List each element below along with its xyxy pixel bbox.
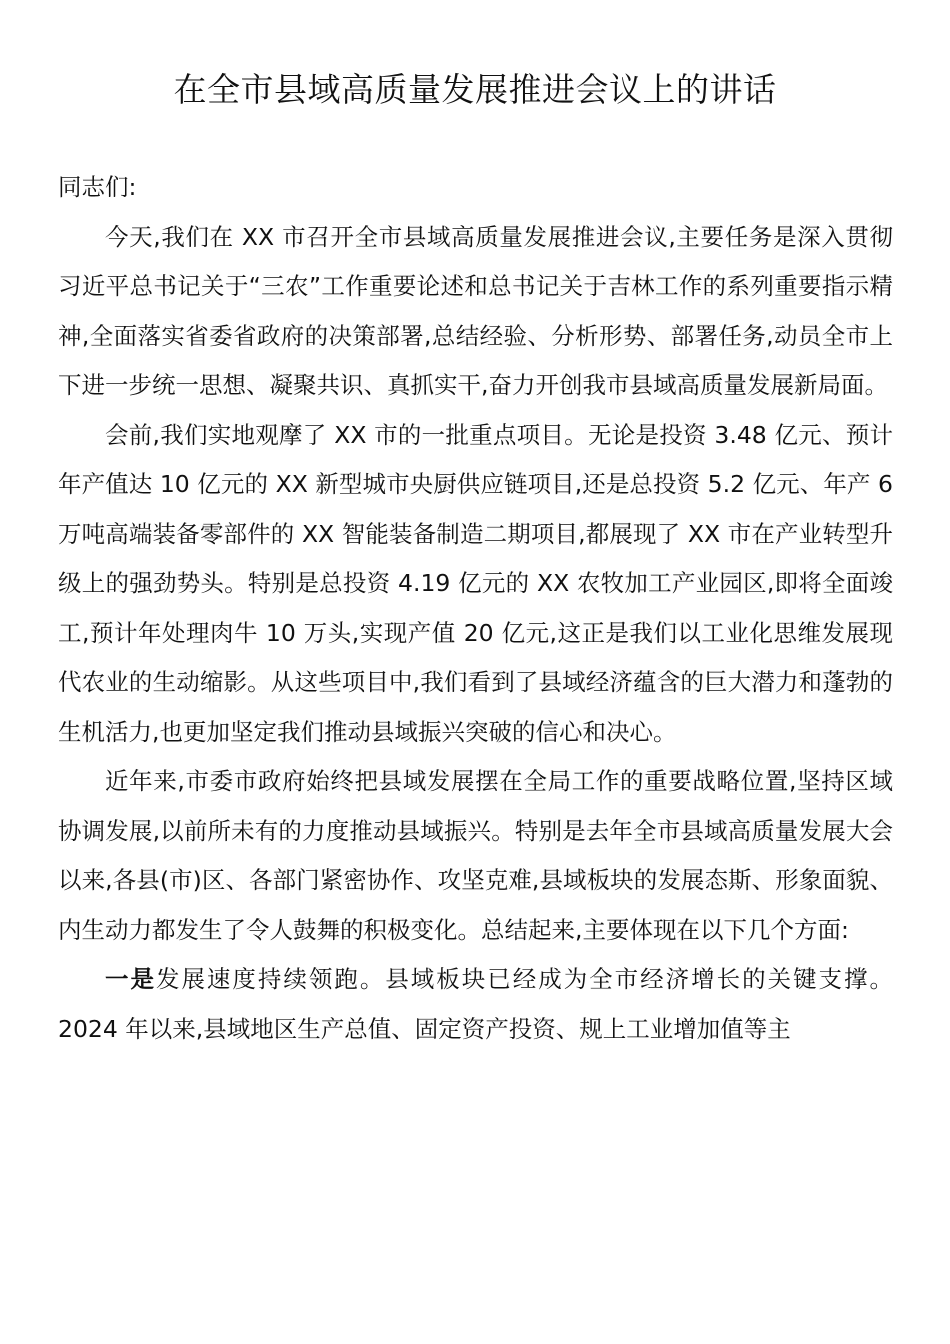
document-body <box>58 163 893 1054</box>
paragraph-point-one <box>58 955 893 1054</box>
paragraph-recent-progress: 近年来,市委市政府始终把县域发展摆在全局工作的重要战略位置,坚持区域协调发展,以前所未有的力度推动县域振兴。特别是去年全市县域高质量发展大会以来,各县(市)区、各部门紧密协作、攻坚克难,县域板块的发展态斯、形象面貌、内生动力都发生了令人鼓舞的积极变化。总结起来,主要体现在以下几个方面: <box>58 767 893 944</box>
point-one-lead: 一是 <box>105 965 156 993</box>
paragraph-opening: 今天,我们在 XX 市召开全市县域高质量发展推进会议,主要任务是深入贯彻习近平总书记关于“三农”工作重要论述和总书记关于吉林工作的系列重要指示精神,全面落实省委省政府的决策部署,总结经验、分析形势、部署任务,动员全市上下进一步统一思想、凝聚共识、真抓实干,奋力开创我市县域高质量发展新局面。 <box>58 222 893 399</box>
document-title: 在全市县域高质量发展推进会议上的讲话 <box>173 70 777 109</box>
point-one-text: 发展速度持续领跑。县域板块已经成为全市经济增长的关键支撑。2024 年以来,县域地区生产总值、固定资产投资、规上工业增加值等主 <box>58 965 894 1043</box>
paragraph-project-visit: 会前,我们实地观摩了 XX 市的一批重点项目。无论是投资 3.48 亿元、预计年产值达 10 亿元的 XX 新型城市央厨供应链项目,还是总投资 5.2 亿元、年产 6 万吨高端装备零部件的 XX 智能装备制造二期项目,都展现了 XX 市在产业转型升级上的强劲势头。特别是总投资 4.19 亿元的 XX 农牧加工产业园区,即将全面竣工,预计年处理肉牛 10 万头,实现产值 20 亿元,这正是我们以工业化思维发展现代农业的生动缩影。从这些项目中,我们看到了县域经济蕴含的巨大潜力和蓬勃的生机活力,也更加坚定我们推动县域振兴突破的信心和决心。 <box>58 420 893 746</box>
salutation: 同志们: <box>58 173 137 201</box>
